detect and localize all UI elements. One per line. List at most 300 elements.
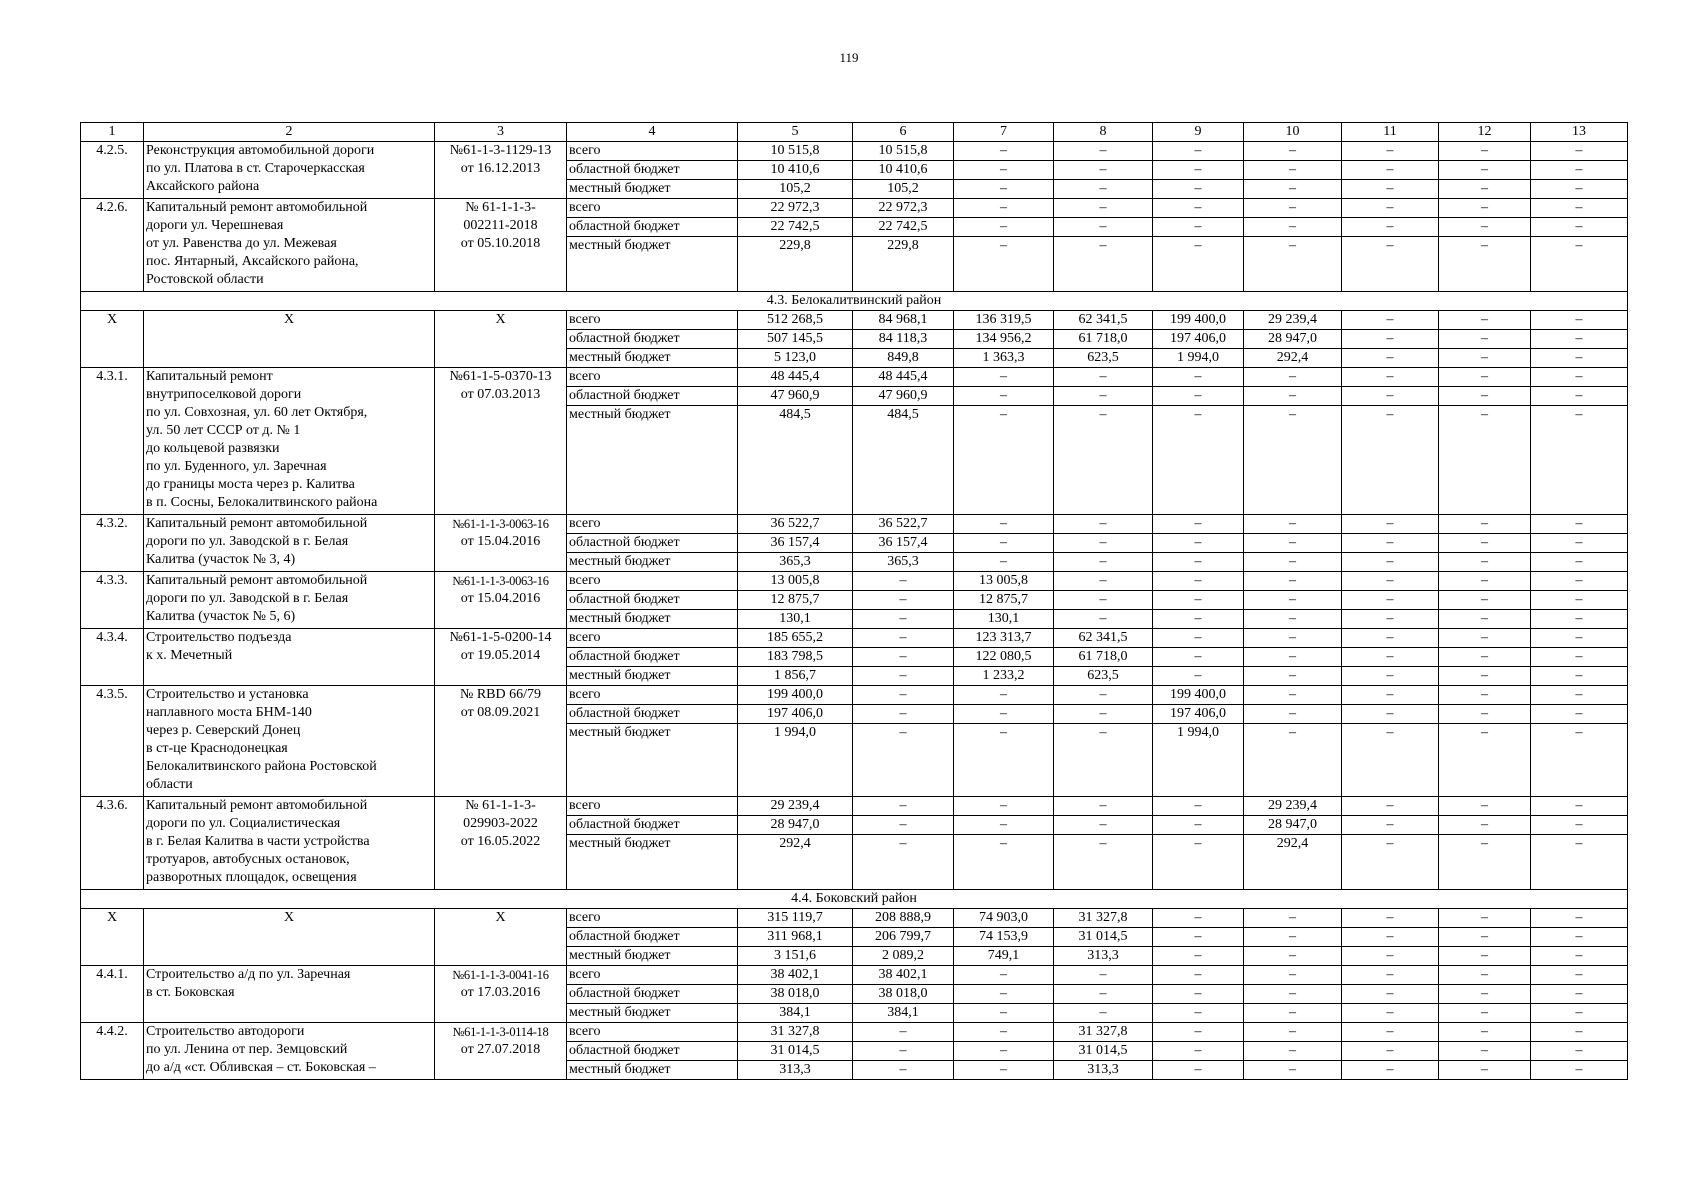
value-cell: – — [1342, 724, 1439, 797]
value-cell: – — [853, 1023, 954, 1042]
budget-label: местный бюджет — [567, 349, 738, 368]
value-cell: – — [1531, 199, 1628, 218]
value-cell: – — [1054, 368, 1153, 387]
budget-label: местный бюджет — [567, 237, 738, 292]
value-cell: – — [954, 368, 1054, 387]
item-document-line: от 16.05.2022 — [460, 834, 541, 849]
value-cell: – — [853, 835, 954, 890]
item-name-line: наплавного моста БНМ-140 — [146, 705, 312, 720]
value-cell: – — [1244, 199, 1342, 218]
value-cell: 623,5 — [1054, 667, 1153, 686]
item-document-line: Х — [495, 312, 506, 327]
value-cell: 134 956,2 — [954, 330, 1054, 349]
value-cell: – — [1531, 237, 1628, 292]
value-cell: – — [1531, 387, 1628, 406]
value-cell: 123 313,7 — [954, 629, 1054, 648]
budget-label: всего — [567, 686, 738, 705]
budget-label: местный бюджет — [567, 667, 738, 686]
value-cell: – — [1153, 928, 1244, 947]
value-cell: – — [853, 629, 954, 648]
item-name-line: разворотных площадок, освещения — [146, 870, 357, 885]
column-header-12: 12 — [1439, 123, 1531, 142]
value-cell: 12 875,7 — [954, 591, 1054, 610]
value-cell: 197 406,0 — [738, 705, 853, 724]
table-body — [81, 123, 1628, 1080]
value-cell: – — [1153, 218, 1244, 237]
value-cell: 62 341,5 — [1054, 311, 1153, 330]
value-cell: – — [1342, 368, 1439, 387]
budget-label: всего — [567, 311, 738, 330]
value-cell: – — [1153, 909, 1244, 928]
item-name-line: Капитальный ремонт автомобильной — [146, 200, 368, 215]
value-cell: – — [1439, 218, 1531, 237]
item-name-line: Калитва (участок № 3, 4) — [146, 552, 296, 567]
value-cell: – — [853, 1061, 954, 1080]
value-cell: – — [1439, 1004, 1531, 1023]
item-code: Х — [81, 909, 144, 966]
value-cell: – — [1342, 966, 1439, 985]
column-header-2: 2 — [144, 123, 435, 142]
value-cell: 311 968,1 — [738, 928, 853, 947]
item-name-line: тротуаров, автобусных остановок, — [146, 852, 350, 867]
value-cell: – — [1244, 724, 1342, 797]
value-cell: – — [1153, 985, 1244, 1004]
budget-label: всего — [567, 1023, 738, 1042]
value-cell: – — [1531, 724, 1628, 797]
item-code: 4.2.6. — [81, 199, 144, 292]
value-cell: – — [1244, 947, 1342, 966]
value-cell: – — [1342, 629, 1439, 648]
item-document-line: №61-1-3-1129-13 — [449, 143, 552, 158]
value-cell: – — [1054, 835, 1153, 890]
value-cell: – — [1342, 947, 1439, 966]
value-cell: – — [1153, 572, 1244, 591]
value-cell: – — [954, 387, 1054, 406]
value-cell: – — [1439, 237, 1531, 292]
value-cell: – — [1531, 142, 1628, 161]
value-cell: – — [1153, 1023, 1244, 1042]
value-cell: – — [1439, 705, 1531, 724]
table-row — [81, 909, 1628, 928]
budget-label: областной бюджет — [567, 161, 738, 180]
column-header-13: 13 — [1531, 123, 1628, 142]
value-cell: 36 157,4 — [738, 534, 853, 553]
column-header-3: 3 — [435, 123, 567, 142]
value-cell: – — [1531, 928, 1628, 947]
value-cell: 3 151,6 — [738, 947, 853, 966]
value-cell: – — [1153, 161, 1244, 180]
value-cell: 61 718,0 — [1054, 330, 1153, 349]
value-cell: – — [853, 591, 954, 610]
value-cell: – — [853, 724, 954, 797]
value-cell: 22 742,5 — [738, 218, 853, 237]
value-cell: – — [1531, 835, 1628, 890]
value-cell: 48 445,4 — [738, 368, 853, 387]
item-code: 4.4.2. — [81, 1023, 144, 1080]
value-cell: 183 798,5 — [738, 648, 853, 667]
value-cell: – — [1439, 572, 1531, 591]
value-cell: – — [1342, 553, 1439, 572]
value-cell: – — [1439, 406, 1531, 515]
value-cell: – — [1342, 534, 1439, 553]
value-cell: – — [1531, 686, 1628, 705]
budget-label: всего — [567, 142, 738, 161]
budget-label: всего — [567, 909, 738, 928]
item-name-line: Капитальный ремонт автомобильной — [146, 798, 368, 813]
item-name-line: дороги ул. Черешневая — [146, 218, 284, 233]
value-cell: – — [1153, 1061, 1244, 1080]
value-cell: 130,1 — [954, 610, 1054, 629]
item-name-line: пос. Янтарный, Аксайского района, — [146, 254, 359, 269]
item-name-line: Реконструкция автомобильной дороги — [146, 143, 375, 158]
item-document-line: №61-1-5-0370-13 — [449, 369, 552, 384]
value-cell: – — [954, 534, 1054, 553]
table-row — [81, 142, 1628, 161]
value-cell: 10 410,6 — [738, 161, 853, 180]
value-cell: – — [1342, 1042, 1439, 1061]
value-cell: – — [954, 797, 1054, 816]
item-name-line: по ул. Ленина от пер. Земцовский — [146, 1042, 348, 1057]
value-cell: – — [1439, 1023, 1531, 1042]
item-document-line: от 16.12.2013 — [460, 161, 541, 176]
value-cell: 105,2 — [853, 180, 954, 199]
value-cell: – — [1439, 909, 1531, 928]
value-cell: 47 960,9 — [853, 387, 954, 406]
item-code: 4.4.1. — [81, 966, 144, 1023]
item-name-line: до а/д «ст. Обливская – ст. Боковская – — [146, 1060, 376, 1075]
table-row — [81, 199, 1628, 218]
value-cell: – — [1244, 515, 1342, 534]
item-document — [435, 686, 567, 797]
value-cell: 229,8 — [853, 237, 954, 292]
value-cell: – — [1153, 534, 1244, 553]
value-cell: – — [1531, 947, 1628, 966]
item-name-line: до границы моста через р. Калитва — [146, 477, 355, 492]
value-cell: – — [1054, 610, 1153, 629]
value-cell: – — [1153, 966, 1244, 985]
value-cell: – — [1153, 1042, 1244, 1061]
value-cell: 29 239,4 — [1244, 797, 1342, 816]
budget-label: областной бюджет — [567, 591, 738, 610]
value-cell: – — [1244, 667, 1342, 686]
value-cell: – — [1342, 218, 1439, 237]
value-cell: – — [1153, 629, 1244, 648]
value-cell: – — [1342, 928, 1439, 947]
item-name-line: внутрипоселковой дороги — [146, 387, 302, 402]
budget-label: всего — [567, 572, 738, 591]
item-name — [144, 572, 435, 629]
value-cell: – — [1439, 835, 1531, 890]
item-name — [144, 686, 435, 797]
value-cell: 1 856,7 — [738, 667, 853, 686]
value-cell: – — [1342, 610, 1439, 629]
budget-label: областной бюджет — [567, 534, 738, 553]
value-cell: – — [1531, 705, 1628, 724]
value-cell: 313,3 — [738, 1061, 853, 1080]
value-cell: – — [1342, 311, 1439, 330]
item-document-line: № RBD 66/79 — [459, 687, 542, 702]
value-cell: 1 994,0 — [1153, 349, 1244, 368]
value-cell: – — [1054, 591, 1153, 610]
value-cell: – — [954, 686, 1054, 705]
value-cell: – — [1342, 1061, 1439, 1080]
value-cell: – — [1531, 368, 1628, 387]
value-cell: – — [1244, 629, 1342, 648]
item-name — [144, 909, 435, 966]
item-name-line: в п. Сосны, Белокалитвинского района — [146, 495, 378, 510]
value-cell: – — [1531, 311, 1628, 330]
value-cell: – — [853, 797, 954, 816]
value-cell: – — [1342, 591, 1439, 610]
item-name-line: Х — [283, 910, 295, 925]
value-cell: – — [1439, 330, 1531, 349]
table-row — [81, 572, 1628, 591]
item-name — [144, 629, 435, 686]
item-document — [435, 142, 567, 199]
value-cell: – — [1244, 1023, 1342, 1042]
value-cell: 206 799,7 — [853, 928, 954, 947]
value-cell: – — [1244, 368, 1342, 387]
value-cell: – — [1531, 816, 1628, 835]
value-cell: – — [1054, 387, 1153, 406]
value-cell: – — [1244, 686, 1342, 705]
value-cell: 507 145,5 — [738, 330, 853, 349]
value-cell: – — [1054, 686, 1153, 705]
budget-label: всего — [567, 368, 738, 387]
budget-label: областной бюджет — [567, 816, 738, 835]
value-cell: 31 014,5 — [738, 1042, 853, 1061]
value-cell: 74 903,0 — [954, 909, 1054, 928]
item-document-line: от 17.03.2016 — [460, 985, 541, 1000]
value-cell: – — [1439, 686, 1531, 705]
item-name-line: в г. Белая Калитва в части устройства — [146, 834, 370, 849]
value-cell: – — [1439, 928, 1531, 947]
budget-label: всего — [567, 629, 738, 648]
value-cell: 28 947,0 — [738, 816, 853, 835]
item-name — [144, 199, 435, 292]
value-cell: 749,1 — [954, 947, 1054, 966]
budget-label: областной бюджет — [567, 928, 738, 947]
column-header-10: 10 — [1244, 123, 1342, 142]
value-cell: 36 157,4 — [853, 534, 954, 553]
item-name — [144, 797, 435, 890]
value-cell: – — [954, 705, 1054, 724]
value-cell: – — [1244, 553, 1342, 572]
value-cell: 130,1 — [738, 610, 853, 629]
value-cell: – — [1153, 835, 1244, 890]
item-name-line: ул. 50 лет СССР от д. № 1 — [146, 423, 301, 438]
value-cell: – — [1244, 406, 1342, 515]
item-name — [144, 966, 435, 1023]
item-name-line: по ул. Совхозная, ул. 60 лет Октября, — [146, 405, 368, 420]
value-cell: – — [1439, 142, 1531, 161]
value-cell: – — [1439, 816, 1531, 835]
value-cell: – — [1054, 1004, 1153, 1023]
item-name-line: Строительство и установка — [146, 687, 309, 702]
budget-label: всего — [567, 966, 738, 985]
item-name-line: Белокалитвинского района Ростовской — [146, 759, 377, 774]
item-document-line: от 15.04.2016 — [460, 534, 541, 549]
budget-label: местный бюджет — [567, 1004, 738, 1023]
value-cell: – — [954, 161, 1054, 180]
value-cell: 22 742,5 — [853, 218, 954, 237]
value-cell: – — [1342, 515, 1439, 534]
value-cell: 38 018,0 — [738, 985, 853, 1004]
item-code: Х — [81, 311, 144, 368]
item-code: 4.3.1. — [81, 368, 144, 515]
budget-label: областной бюджет — [567, 218, 738, 237]
value-cell: 2 089,2 — [853, 947, 954, 966]
value-cell: – — [1244, 161, 1342, 180]
item-document-line: № 61-1-1-3- — [465, 200, 536, 215]
value-cell: – — [1244, 591, 1342, 610]
page-number: 119 — [839, 50, 859, 65]
value-cell: 74 153,9 — [954, 928, 1054, 947]
section-title: 4.3. Белокалитвинский район — [81, 292, 1628, 311]
value-cell: 31 327,8 — [1054, 1023, 1153, 1042]
value-cell: 38 402,1 — [853, 966, 954, 985]
item-name-line: по ул. Буденного, ул. Заречная — [146, 459, 327, 474]
value-cell: – — [1531, 909, 1628, 928]
value-cell: 84 968,1 — [853, 311, 954, 330]
value-cell: – — [1244, 1061, 1342, 1080]
value-cell: – — [1342, 985, 1439, 1004]
value-cell: – — [1439, 985, 1531, 1004]
value-cell: 62 341,5 — [1054, 629, 1153, 648]
value-cell: – — [1342, 406, 1439, 515]
value-cell: – — [1244, 705, 1342, 724]
item-code: 4.2.5. — [81, 142, 144, 199]
budget-label: местный бюджет — [567, 835, 738, 890]
item-name-line: через р. Северский Донец — [146, 723, 301, 738]
header-row — [81, 123, 1628, 142]
value-cell: 28 947,0 — [1244, 816, 1342, 835]
budget-table — [80, 122, 1628, 1080]
value-cell: – — [1054, 572, 1153, 591]
value-cell: 185 655,2 — [738, 629, 853, 648]
value-cell: – — [1439, 534, 1531, 553]
column-header-8: 8 — [1054, 123, 1153, 142]
value-cell: – — [954, 180, 1054, 199]
table-row — [81, 686, 1628, 705]
item-name-line: области — [146, 777, 193, 792]
item-name-line: Капитальный ремонт — [146, 369, 273, 384]
value-cell: – — [1439, 667, 1531, 686]
value-cell: 1 994,0 — [738, 724, 853, 797]
budget-label: местный бюджет — [567, 406, 738, 515]
item-document-line: от 15.04.2016 — [460, 591, 541, 606]
value-cell: 36 522,7 — [853, 515, 954, 534]
value-cell: – — [1054, 199, 1153, 218]
item-document — [435, 966, 567, 1023]
item-document — [435, 629, 567, 686]
item-name — [144, 142, 435, 199]
value-cell: – — [1342, 909, 1439, 928]
item-document-line: № 61-1-1-3- — [465, 798, 536, 813]
item-name-line: Капитальный ремонт автомобильной — [146, 573, 368, 588]
value-cell: 12 875,7 — [738, 591, 853, 610]
value-cell: 61 718,0 — [1054, 648, 1153, 667]
value-cell: 484,5 — [853, 406, 954, 515]
item-document-line: №61-1-1-3-0063-16 — [452, 517, 549, 531]
value-cell: 31 327,8 — [738, 1023, 853, 1042]
value-cell: – — [1054, 515, 1153, 534]
value-cell: – — [1153, 515, 1244, 534]
value-cell: 1 233,2 — [954, 667, 1054, 686]
value-cell: 28 947,0 — [1244, 330, 1342, 349]
value-cell: – — [1531, 406, 1628, 515]
value-cell: – — [954, 199, 1054, 218]
value-cell: 13 005,8 — [738, 572, 853, 591]
item-code: 4.3.5. — [81, 686, 144, 797]
item-document-line: от 19.05.2014 — [460, 648, 541, 663]
value-cell: – — [954, 1023, 1054, 1042]
value-cell: – — [1244, 985, 1342, 1004]
table-row — [81, 966, 1628, 985]
item-name-line: Х — [283, 312, 295, 327]
value-cell: – — [1153, 387, 1244, 406]
value-cell: – — [853, 686, 954, 705]
item-document — [435, 199, 567, 292]
value-cell: 48 445,4 — [853, 368, 954, 387]
value-cell: 1 363,3 — [954, 349, 1054, 368]
value-cell: 1 994,0 — [1153, 724, 1244, 797]
value-cell: – — [1531, 553, 1628, 572]
value-cell: – — [1342, 686, 1439, 705]
value-cell: 13 005,8 — [954, 572, 1054, 591]
item-name-line: Строительство а/д по ул. Заречная — [146, 967, 351, 982]
value-cell: – — [1531, 629, 1628, 648]
item-code: 4.3.3. — [81, 572, 144, 629]
value-cell: – — [1244, 1042, 1342, 1061]
item-name-line: в ст-це Краснодонецкая — [146, 741, 288, 756]
value-cell: – — [1342, 199, 1439, 218]
budget-label: местный бюджет — [567, 1061, 738, 1080]
budget-label: областной бюджет — [567, 387, 738, 406]
item-document-line: №61-1-1-3-0114-18 — [452, 1025, 549, 1039]
value-cell: – — [1342, 387, 1439, 406]
item-document — [435, 572, 567, 629]
value-cell: 31 014,5 — [1054, 1042, 1153, 1061]
value-cell: – — [1153, 1004, 1244, 1023]
value-cell: – — [1153, 142, 1244, 161]
value-cell: 5 123,0 — [738, 349, 853, 368]
value-cell: 29 239,4 — [738, 797, 853, 816]
value-cell: – — [1054, 142, 1153, 161]
value-cell: – — [1153, 180, 1244, 199]
table-row — [81, 797, 1628, 816]
value-cell: – — [1244, 218, 1342, 237]
table-row — [81, 629, 1628, 648]
column-header-1: 1 — [81, 123, 144, 142]
budget-label: местный бюджет — [567, 553, 738, 572]
item-document — [435, 515, 567, 572]
value-cell: – — [1531, 349, 1628, 368]
column-header-4: 4 — [567, 123, 738, 142]
value-cell: – — [954, 985, 1054, 1004]
value-cell: – — [1439, 1061, 1531, 1080]
value-cell: – — [1531, 1004, 1628, 1023]
section-row — [81, 890, 1628, 909]
item-document-line: №61-1-1-3-0041-16 — [452, 968, 549, 982]
value-cell: – — [1531, 985, 1628, 1004]
value-cell: 199 400,0 — [1153, 311, 1244, 330]
value-cell: 292,4 — [1244, 349, 1342, 368]
value-cell: 365,3 — [853, 553, 954, 572]
value-cell: – — [1342, 161, 1439, 180]
value-cell: – — [1342, 648, 1439, 667]
budget-label: всего — [567, 797, 738, 816]
